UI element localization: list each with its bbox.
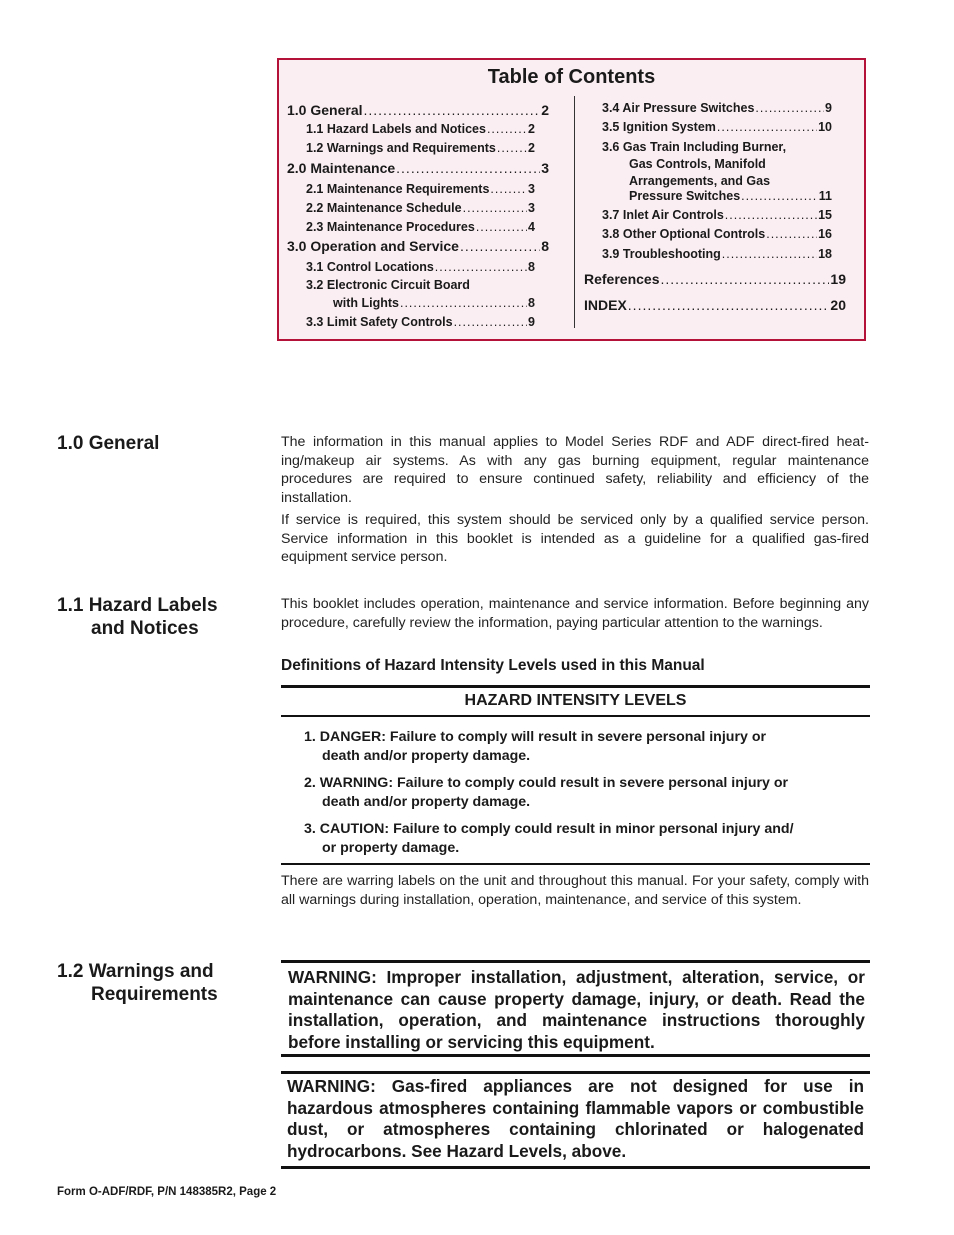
section-heading-warnings xyxy=(57,960,218,1006)
hazard-level-text: 2. WARNING: Failure to comply could result in severe personal injury or xyxy=(304,775,789,791)
hazard-level-caution xyxy=(304,820,854,857)
hazard-level-text: 1. DANGER: Failure to comply will result in severe personal injury or xyxy=(304,729,767,745)
warning-box-bottom-rule xyxy=(281,1054,870,1057)
hazard-level-text: death and/or property damage. xyxy=(322,793,531,810)
toc-entry-continuation: Gas Controls, Manifold xyxy=(629,157,766,171)
hazard-table-bottom-rule xyxy=(281,863,870,865)
toc-entry[interactable]: 2.2 Maintenance Schedule ..... 3 xyxy=(306,201,535,215)
toc-entry[interactable]: 3.0 Operation and Service ..... 8 xyxy=(287,238,549,254)
hazard-definitions-heading: Definitions of Hazard Intensity Levels used in this Manual xyxy=(281,657,705,674)
toc-entry[interactable]: 3.3 Limit Safety Controls ..... 9 xyxy=(306,315,535,329)
toc-entry[interactable]: References ..... 19 xyxy=(584,271,846,287)
toc-entry[interactable]: 3.1 Control Locations ..... 8 xyxy=(306,260,535,274)
toc-title: Table of Contents xyxy=(487,66,656,88)
hazard-level-text: death and/or property damage. xyxy=(322,747,531,764)
toc-entry[interactable]: 3.7 Inlet Air Controls ..... 15 xyxy=(602,208,832,222)
section-heading-hazard-labels xyxy=(57,594,218,640)
hazard-table-top-rule xyxy=(281,685,870,688)
toc-entry-continuation: Arrangements, and Gas xyxy=(629,174,771,188)
heading-line: Requirements xyxy=(91,984,218,1005)
warning-box-top-rule xyxy=(281,960,870,963)
warning-box-top-rule xyxy=(281,1071,870,1074)
toc-entry[interactable]: 2.1 Maintenance Requirements ..... 3 xyxy=(306,182,535,196)
page-footer: Form O-ADF/RDF, P/N 148385R2, Page 2 xyxy=(57,1186,277,1198)
toc-entry[interactable]: 1.1 Hazard Labels and Notices ..... 2 xyxy=(306,122,535,136)
heading-line: and Notices xyxy=(91,618,199,639)
hazard-level-text: or property damage. xyxy=(322,839,460,856)
warning-box-bottom-rule xyxy=(281,1166,870,1169)
toc-entry[interactable]: INDEX ..... 20 xyxy=(584,297,846,313)
toc-entry[interactable]: 3.5 Ignition System ..... 10 xyxy=(602,120,832,134)
toc-entry[interactable]: Pressure Switches ..... 11 xyxy=(629,189,832,203)
toc-entry-first-line[interactable]: 3.2 Electronic Circuit Board xyxy=(306,278,470,292)
toc-entry[interactable]: 3.9 Troubleshooting ..... 18 xyxy=(602,247,832,261)
heading-line: 1.2 Warnings and xyxy=(57,961,214,982)
table-of-contents xyxy=(277,58,866,341)
section-heading-general: 1.0 General xyxy=(57,433,160,454)
toc-entry[interactable]: 3.8 Other Optional Controls ..... 16 xyxy=(602,227,832,241)
toc-entry[interactable]: 2.0 Maintenance ..... 3 xyxy=(287,160,549,176)
toc-entry-first-line[interactable]: 3.6 Gas Train Including Burner, xyxy=(602,140,787,154)
hazard-intro-paragraph: This booklet includes operation, maintenance and service information. Before beginning any procedure, carefully review the information, paying particular attention to the warnings. xyxy=(281,596,869,631)
hazard-level-text: 3. CAUTION: Failure to comply could result in minor personal injury and/ xyxy=(304,821,794,837)
warning-hazardous-atmospheres: WARNING: Gas-fired appliances are not designed for use in hazardous atmospheres containing flammable vapors or combustible dust, or atmospheres containing chlorinated or halogenated hydrocarbons. See Hazard Levels, above. xyxy=(287,1076,864,1162)
general-paragraph-2: If service is required, this system should be serviced only by a qualified service person. Service information in this booklet is intended as a guideline for a qualified gas-fired equipment service person. xyxy=(281,512,869,566)
hazard-table-header-rule xyxy=(281,715,870,717)
toc-entry[interactable]: 2.3 Maintenance Procedures ..... 4 xyxy=(306,220,535,234)
heading-line: 1.1 Hazard Labels xyxy=(57,595,218,616)
hazard-level-danger xyxy=(304,728,854,765)
warning-installation: WARNING: Improper installation, adjustment, alteration, service, or maintenance can cause property damage, injury, or death. Read the installation, operation, and maintenance instructions thoroughly before installing or servicing this equipment. xyxy=(288,967,865,1053)
hazard-table-title: HAZARD INTENSITY LEVELS xyxy=(464,692,687,709)
toc-entry[interactable]: 3.4 Air Pressure Switches ..... 9 xyxy=(602,101,832,115)
hazard-after-paragraph: There are warring labels on the unit and throughout this manual. For your safety, comply with all warnings during installation, operation, maintenance, and service of this system. xyxy=(281,873,869,908)
general-paragraph-1: The information in this manual applies to Model Series RDF and ADF direct-fired heating/makeup air systems. As with any gas burning equipment, regular maintenance procedures are required to ensure continued safety, reliability and efficiency of the installation. xyxy=(281,434,869,506)
hazard-level-warning xyxy=(304,774,854,811)
toc-entry[interactable]: 1.0 General ..... 2 xyxy=(287,102,549,118)
toc-entry[interactable]: with Lights ..... 8 xyxy=(333,296,535,310)
toc-entry[interactable]: 1.2 Warnings and Requirements ..... 2 xyxy=(306,141,535,155)
toc-column-divider xyxy=(574,96,575,328)
